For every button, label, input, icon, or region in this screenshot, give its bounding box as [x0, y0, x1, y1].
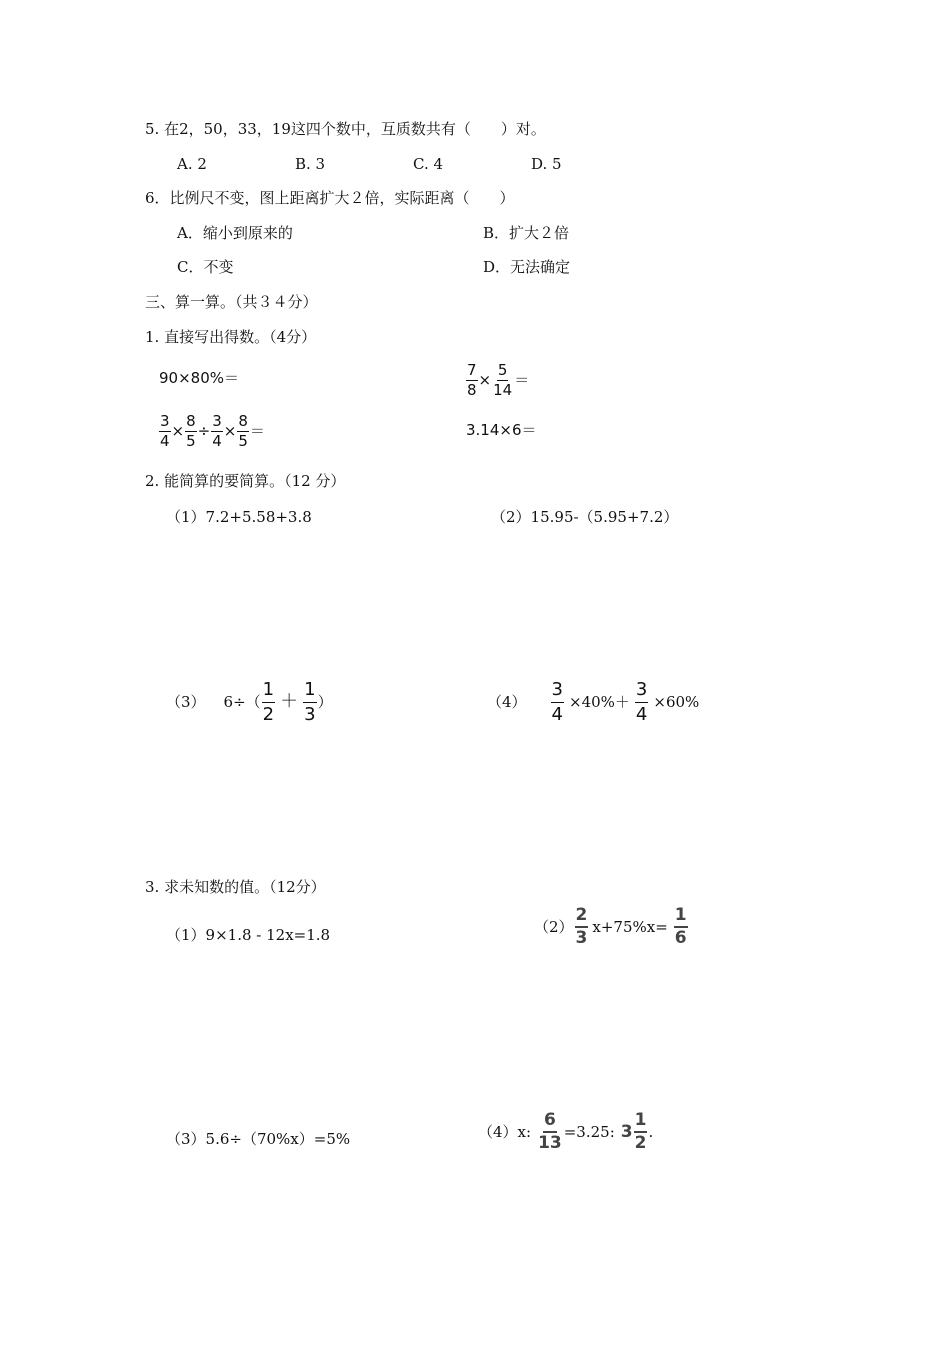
q6-option-a: A．缩小到原来的: [177, 224, 293, 242]
fraction: $\frac{1}{6}$: [674, 905, 687, 948]
equation-2: （2） $\frac{2}{3}$ x+75%x= $\frac{1}{6}$: [534, 905, 687, 948]
simplify-item-3: （3） 6÷（ $\frac{1}{2}$ ＋ $\frac{1}{3}$ ）: [166, 678, 333, 725]
fraction: $\frac{8}{5}$: [186, 411, 196, 450]
fraction: $\frac{8}{5}$: [238, 411, 248, 450]
question-6-stem: 6．比例尺不变，图上距离扩大２倍，实际距离（ ）: [145, 189, 515, 207]
simplify-item-1: （1）7.2+5.58+3.8: [166, 508, 312, 526]
section-3-title: 三、算一算。（共３４分）: [145, 293, 318, 311]
q6-option-b: B．扩大２倍: [483, 224, 570, 242]
fraction: $\frac{3}{4}$: [635, 678, 648, 725]
expr-3-14x6: 3.14×6＝: [466, 421, 537, 439]
fraction: $\frac{1}{2}$: [634, 1110, 647, 1153]
fraction: $\frac{1}{2}$: [262, 678, 275, 725]
part-3-title: 3. 求未知数的值。（12分）: [145, 878, 326, 896]
q5-option-c: C. 4: [413, 155, 444, 173]
fraction: $\frac{7}{8}$: [467, 360, 477, 399]
fraction: $\frac{5}{14}$: [493, 360, 513, 399]
expr-90x80: 90×80%＝: [159, 369, 239, 387]
part-2-title: 2. 能简算的要简算。（12 分）: [145, 472, 346, 490]
q6-option-d: D．无法确定: [483, 258, 571, 276]
simplify-item-4: （4） $\frac{3}{4}$ ×40%＋ $\frac{3}{4}$ ×60%: [487, 678, 700, 725]
fraction: $\frac{3}{4}$: [551, 678, 563, 725]
part-1-title: 1. 直接写出得数。（4分）: [145, 328, 317, 346]
fraction: $\frac{3}{4}$: [160, 411, 170, 450]
fraction: $\frac{3}{4}$: [212, 411, 222, 450]
expr-mixed-fractions: $\frac{3}{4}$ × $\frac{8}{5}$ ÷ $\frac{3}{4}$ × $\frac{8}{5}$ ＝: [160, 411, 265, 450]
question-5-stem: 5. 在2，50，33，19这四个数中，互质数共有（ ）对。: [145, 120, 546, 138]
equation-4: （4）x: $\frac{6}{13}$ =3.25: 3 $\frac{1}{2}$ .: [478, 1110, 654, 1153]
equation-1: （1）9×1.8 - 12x=1.8: [166, 926, 331, 944]
equation-3: （3）5.6÷（70%x）=5%: [166, 1130, 351, 1148]
simplify-item-2: （2）15.95-（5.95+7.2）: [491, 508, 679, 526]
fraction: $\frac{6}{13}$: [538, 1110, 562, 1153]
expr-7-8-times-5-14: $\frac{7}{8}$ × $\frac{5}{14}$ ＝: [467, 360, 530, 399]
fraction: $\frac{2}{3}$: [575, 905, 588, 948]
q6-option-c: C．不变: [177, 258, 234, 276]
fraction: $\frac{1}{3}$: [304, 678, 316, 725]
q5-option-d: D. 5: [531, 155, 562, 173]
q5-option-b: B. 3: [295, 155, 326, 173]
q5-option-a: A. 2: [177, 155, 207, 173]
